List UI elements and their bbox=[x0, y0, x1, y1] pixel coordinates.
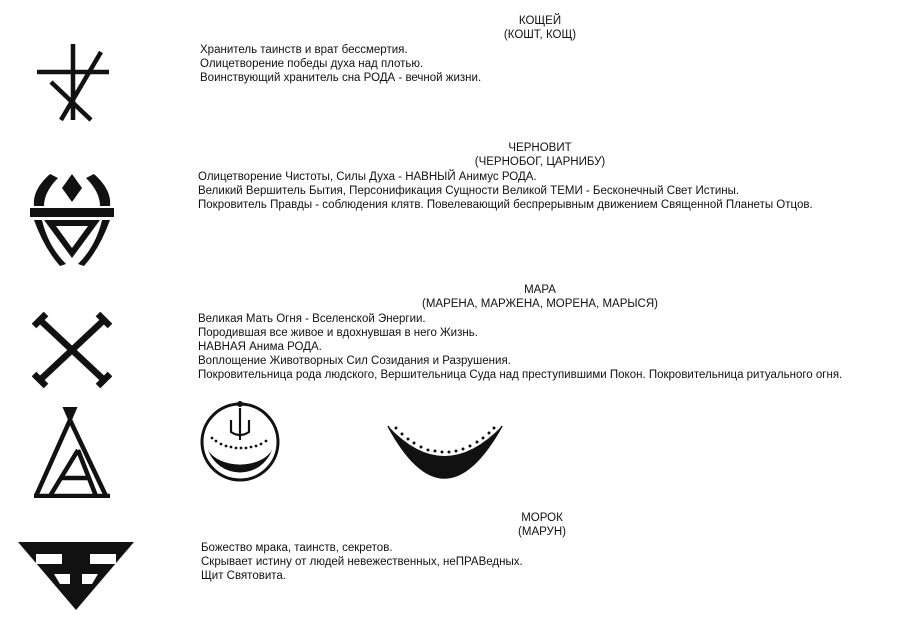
description-line: НАВНАЯ Анима РОДА. bbox=[198, 341, 322, 353]
section-subtitle: (МАРУН) bbox=[518, 526, 566, 538]
mara-description bbox=[198, 312, 842, 382]
morok-heading bbox=[442, 511, 642, 539]
section-title: МАРА bbox=[524, 284, 556, 296]
description-line: Хранитель таинств и врат бессмертия. bbox=[200, 44, 408, 56]
description-line: Воплощение Животворных Сил Созидания и Разрушения. bbox=[198, 355, 511, 367]
koschei-symbol-icon bbox=[33, 42, 111, 122]
chernovit-description bbox=[198, 170, 813, 212]
mara-cross-symbol-icon bbox=[32, 312, 112, 388]
section-subtitle: (МАРЕНА, МАРЖЕНА, МОРЕНА, МАРЫСЯ) bbox=[421, 298, 658, 310]
section-title: МОРОК bbox=[521, 512, 563, 524]
description-line: Олицетворение Чистоты, Силы Духа - НАВНЫЙ Анимус РОДА. bbox=[198, 171, 537, 183]
description-line: Воинствующий хранитель сна РОДА - вечной жизни. bbox=[200, 72, 482, 84]
chernovit-heading bbox=[440, 141, 640, 169]
mara-heading bbox=[380, 283, 700, 311]
koschei-heading bbox=[440, 14, 640, 42]
description-line: Покровитель Правды - соблюдения клятв. Повелевающий беспрерывным движением Священной Планеты Отцов. bbox=[198, 199, 813, 211]
description-line: Породившая все живое и вдохнувшая в него Жизнь. bbox=[198, 327, 478, 339]
mara-circle-symbol-icon bbox=[198, 394, 282, 492]
description-line: Олицетворение победы духа над плотью. bbox=[200, 58, 424, 70]
description-line: Великий Вершитель Бытия, Персонификация Сущности Великой ТЕМИ - Бесконечный Свет Истины. bbox=[198, 185, 740, 197]
description-line: Покровительница рода людского, Вершительница Суда над преступившими Покон. Покровительница ритуального огня. bbox=[198, 369, 843, 381]
morok-symbol-icon bbox=[16, 540, 136, 612]
morok-description bbox=[201, 541, 523, 583]
section-title: КОЩЕЙ bbox=[518, 15, 562, 27]
section-subtitle: (ЧЕРНОБОГ, ЦАРНИБУ) bbox=[474, 156, 606, 168]
mara-tent-symbol-icon bbox=[30, 404, 112, 498]
section-title: ЧЕРНОВИТ bbox=[508, 142, 572, 154]
description-line: Скрывает истину от людей невежественных, неПРАВедных. bbox=[201, 556, 523, 568]
description-line: Великая Мать Огня - Вселенской Энергии. bbox=[198, 313, 426, 325]
description-line: Божество мрака, таинств, секретов. bbox=[201, 542, 393, 554]
description-line: Щит Святовита. bbox=[201, 570, 286, 582]
chernovit-symbol-icon bbox=[26, 170, 118, 270]
mara-crescent-symbol-icon bbox=[384, 420, 506, 492]
section-subtitle: (КОШТ, КОЩ) bbox=[503, 29, 577, 41]
koschei-description bbox=[200, 43, 481, 85]
